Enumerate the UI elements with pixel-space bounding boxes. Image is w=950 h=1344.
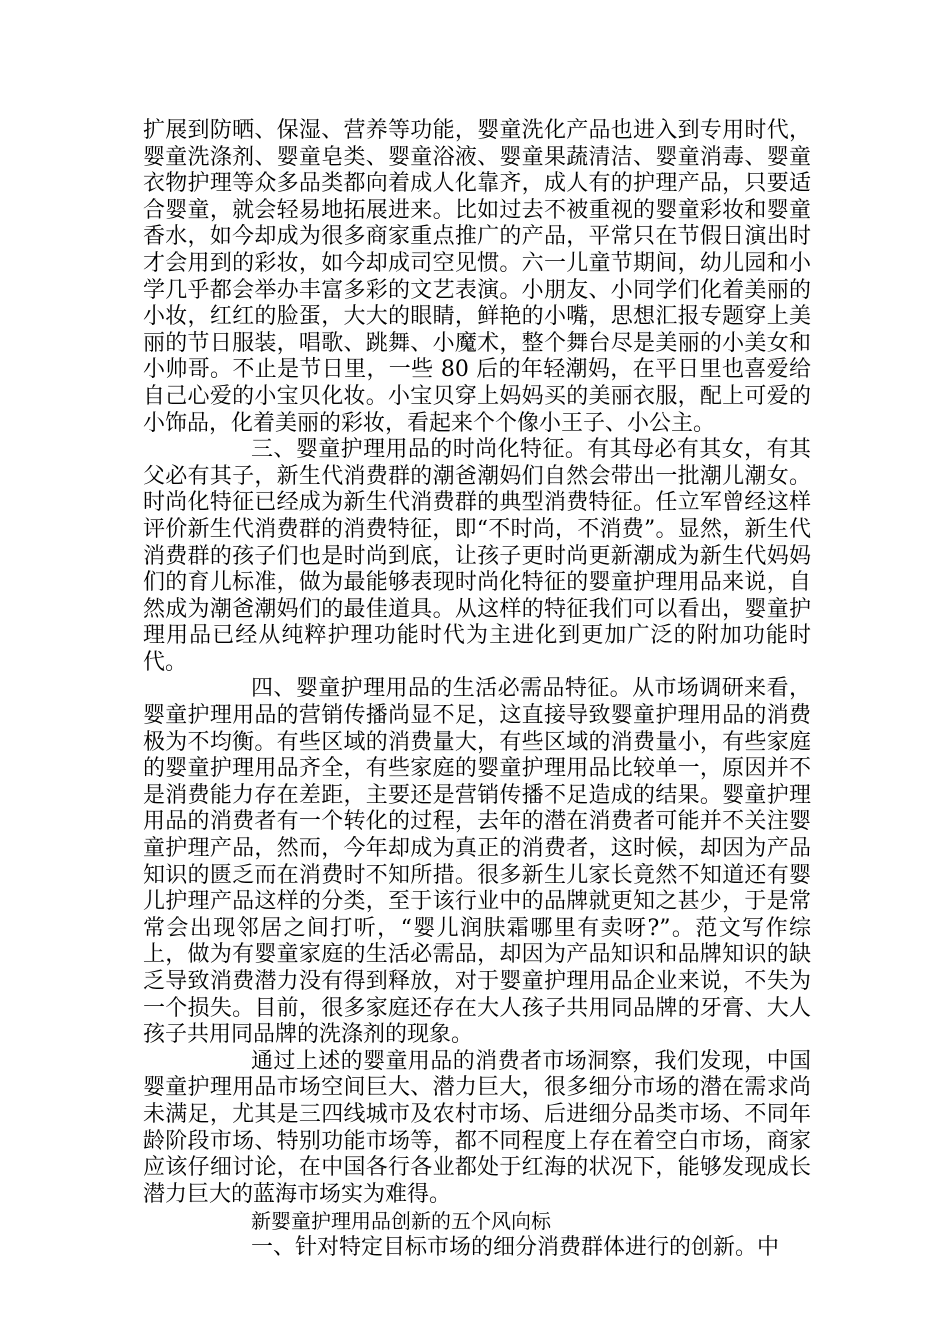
document-page [143, 118, 811, 1262]
paragraph-continuation: 扩展到防晒、保湿、营养等功能，婴童洗化产品也进入到专用时代，婴童洗涤剂、婴童皂类、婴童浴液、婴童果蔬清洁、婴童消毒、婴童衣物护理等众多品类都向着成人化靠齐，成人有的护理产品，只要适合婴童，就会轻易地拓展进来。比如过去不被重视的婴童彩妆和婴童香水，如今却成为很多商家重点推广的产品，平常只在节假日演出时才会用到的彩妆，如今却成司空见惯。六一儿童节期间，幼儿园和小学几乎都会举办丰富多彩的文艺表演。小朋友、小同学们化着美丽的小妆，红红的脸蛋，大大的眼睛，鲜艳的小嘴，思想汇报专题穿上美丽的节日服装，唱歌、跳舞、小魔术，整个舞台尽是美丽的小美女和小帅哥。不止是节日里，一些 80 后的年轻潮妈，在平日里也喜爱给自己心爱的小宝贝化妆。小宝贝穿上妈妈买的美丽衣服，配上可爱的小饰品，化着美丽的彩妆，看起来个个像小王子、小公主。 [143, 118, 811, 436]
paragraph-fashion-feature: 三、婴童护理用品的时尚化特征。有其母必有其女，有其父必有其子，新生代消费群的潮爸潮妈们自然会带出一批潮儿潮女。时尚化特征已经成为新生代消费群的典型消费特征。任立军曾经这样评价新生代消费群的消费特征，即“不时尚，不消费”。显然，新生代消费群的孩子们也是时尚到底，让孩子更时尚更新潮成为新生代妈妈们的育儿标准，做为最能够表现时尚化特征的婴童护理用品来说，自然成为潮爸潮妈们的最佳道具。从这样的特征我们可以看出，婴童护理用品已经从纯粹护理功能时代为主进化到更加广泛的附加功能时代。 [143, 437, 811, 675]
section-heading: 新婴童护理用品创新的五个风向标 [251, 1209, 551, 1234]
paragraph-necessity-feature: 四、婴童护理用品的生活必需品特征。从市场调研来看，婴童护理用品的营销传播尚显不足，这直接导致婴童护理用品的消费极为不均衡。有些区域的消费量大，有些区域的消费量小，有些家庭的婴童护理用品齐全，有些家庭的婴童护理用品比较单一，原因并不是消费能力存在差距，主要还是营销传播不足造成的结果。婴童护理用品的消费者有一个转化的过程，去年的潜在消费者可能并不关注婴童护理产品，然而，今年却成为真正的消费者，这时候，却因为产品知识的匮乏而在消费时不知所措。很多新生儿家长竟然不知道还有婴儿护理产品这样的分类，至于该行业中的品牌就更知之甚少，于是常常会出现邻居之间打听，“婴儿润肤霜哪里有卖呀?”。范文写作综上，做为有婴童家庭的生活必需品，却因为产品知识和品牌知识的缺乏导致消费潜力没有得到释放，对于婴童护理用品企业来说，不失为一个损失。目前，很多家庭还存在大人孩子共用同品牌的牙膏、大人孩子共用同品牌的洗涤剂的现象。 [143, 676, 811, 1048]
paragraph-market-insight: 通过上述的婴童用品的消费者市场洞察，我们发现，中国婴童护理用品市场空间巨大、潜力巨大，很多细分市场的潜在需求尚未满足，尤其是三四线城市及农村市场、后进细分品类市场、不同年龄阶段市场、特别功能市场等，都不同程度上存在着空白市场，商家应该仔细讨论，在中国各行各业都处于红海的状况下，能够发现成长潜力巨大的蓝海市场实为难得。 [143, 1048, 811, 1207]
paragraph-innovation-first: 一、针对特定目标市场的细分消费群体进行的创新。中 [251, 1234, 780, 1260]
